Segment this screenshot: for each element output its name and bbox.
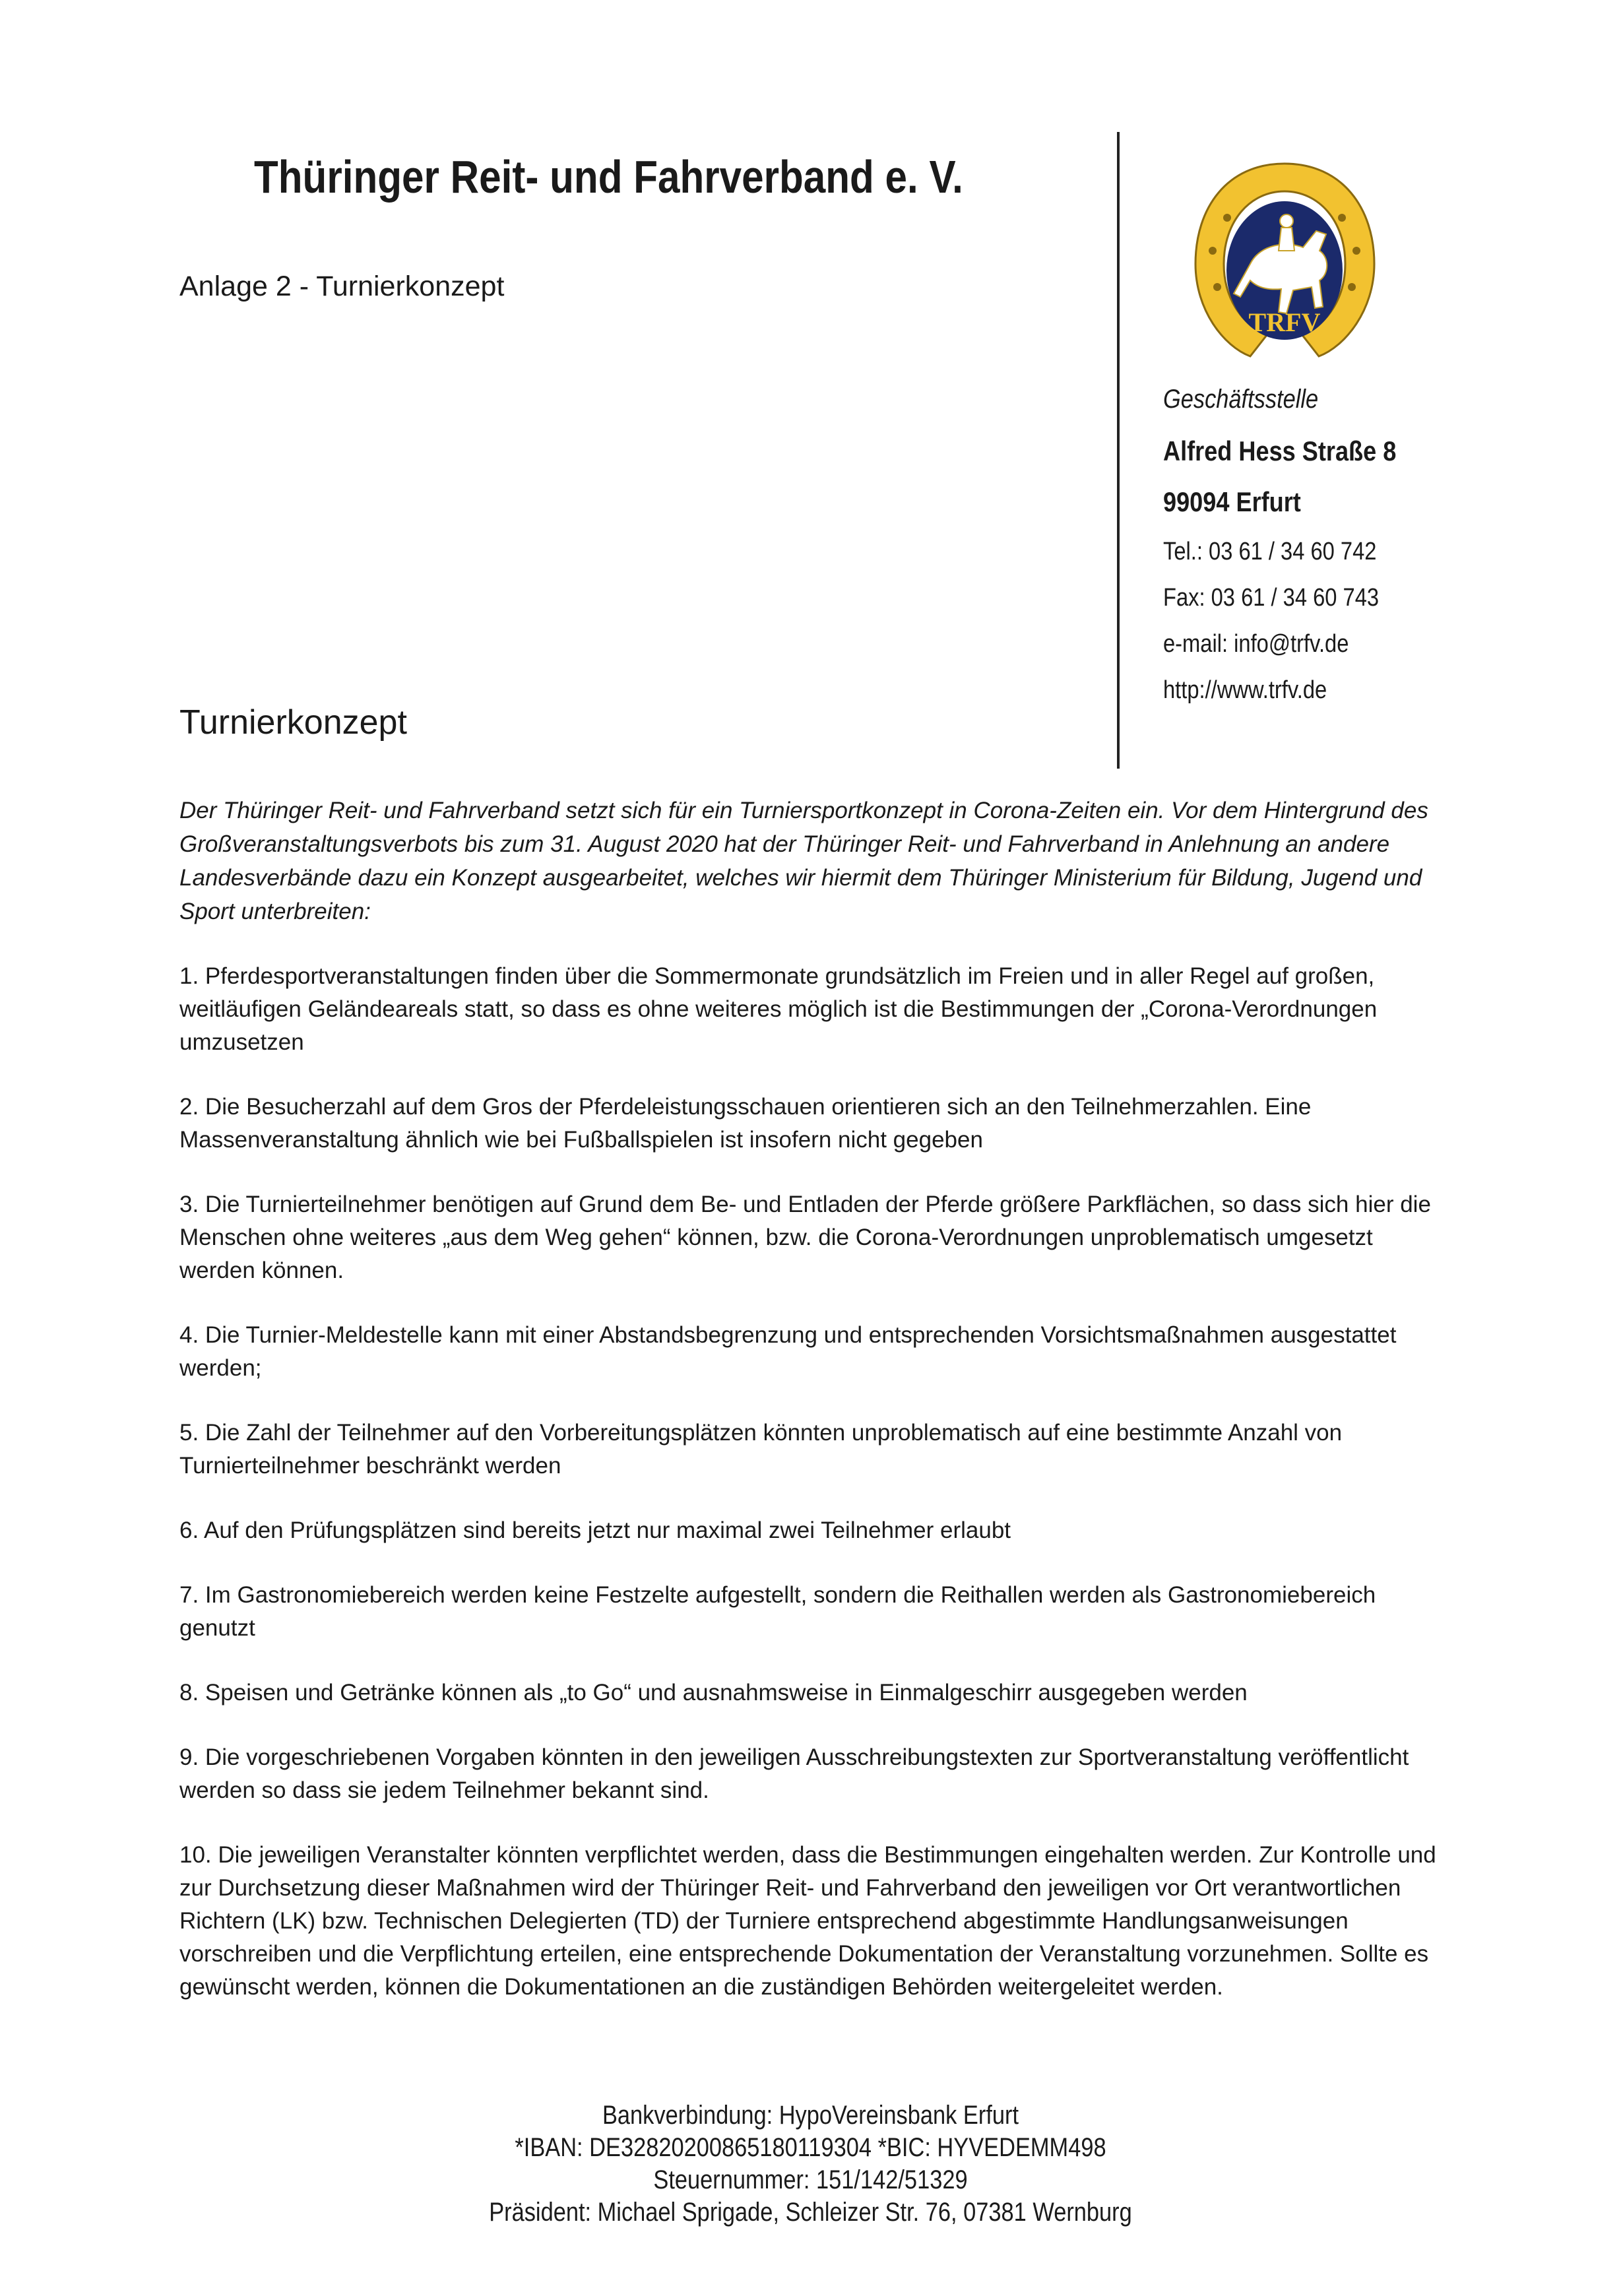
footer-iban: *IBAN: DE32820200865180119304 *BIC: HYVEDEMM498 xyxy=(515,2133,1106,2162)
intro-paragraph: Der Thüringer Reit- und Fahrverband setzt sich für ein Turniersportkonzept in Corona-Zeiten ein. Vor dem Hintergrund des Großveranstaltungsverbots bis zum 31. August 2020 hat der Thüringer Reit- und Fahrverband in Anlehnung an andere Landesverbände dazu ein Konzept ausgearbeitet, welches wir hiermit dem Thüringer Ministerium für Bildung, Jugend und Sport unterbreiten: xyxy=(179,798,1428,924)
concept-point: 9. Die vorgeschriebenen Vorgaben könnten in den jeweiligen Ausschreibungstexten zur Sportveranstaltung veröffentlicht werden so dass sie jedem Teilnehmer bekannt sind. xyxy=(179,1744,1409,1803)
trfv-horseshoe-logo xyxy=(1188,158,1382,360)
concept-point: 3. Die Turnierteilnehmer benötigen auf Grund dem Be- und Entladen der Pferde größere Parkflächen, so dass sich hier die Menschen ohne weiteres „aus dem Weg gehen“ können, bzw. die Corona-Verordnungen unproblematisch umgesetzt werden können. xyxy=(179,1192,1431,1283)
concept-point: 1. Pferdesportveranstaltungen finden über die Sommermonate grundsätzlich im Freien und in aller Regel auf großen, weitläufigen Geländeareals statt, so dass es ohne weiteres möglich ist die Bestimmungen der „Corona-Verordnungen umzusetzen xyxy=(179,963,1378,1055)
office-phone: Tel.: 03 61 / 34 60 742 xyxy=(1163,538,1377,565)
footer-bank: Bankverbindung: HypoVereinsbank Erfurt xyxy=(602,2101,1019,2130)
footer-president: Präsident: Michael Sprigade, Schleizer Str. 76, 07381 Wernburg xyxy=(489,2198,1132,2227)
organization-title: Thüringer Reit- und Fahrverband e. V. xyxy=(254,151,963,203)
office-city: 99094 Erfurt xyxy=(1163,486,1301,517)
concept-point: 6. Auf den Prüfungsplätzen sind bereits jetzt nur maximal zwei Teilnehmer erlaubt xyxy=(179,1517,1011,1543)
document-heading: Turnierkonzept xyxy=(179,703,407,742)
header-divider xyxy=(1117,132,1120,769)
office-street: Alfred Hess Straße 8 xyxy=(1163,435,1397,466)
concept-point: 7. Im Gastronomiebereich werden keine Festzelte aufgestellt, sondern die Reithallen werden als Gastronomiebereich genutzt xyxy=(179,1582,1376,1641)
concept-point: 5. Die Zahl der Teilnehmer auf den Vorbereitungsplätzen könnten unproblematisch auf eine bestimmte Anzahl von Turnierteilnehmer beschränkt werden xyxy=(179,1420,1343,1479)
office-website: http://www.trfv.de xyxy=(1163,676,1327,704)
logo-text: TRFV xyxy=(1248,307,1321,337)
concept-point: 10. Die jeweiligen Veranstalter könnten verpflichtet werden, dass die Bestimmungen eingehalten werden. Zur Kontrolle und zur Durchsetzung dieser Maßnahmen wird der Thüringer Reit- und Fahrverband den jeweiligen vor Ort verantwortlichen Richtern (LK) bzw. Technischen Delegierten (TD) der Turniere entsprechend abgestimmte Handlungsanweisungen vorschreiben und die Verpflichtung erteilen, eine entsprechende Dokumentation der Veranstaltung vorzunehmen. Sollte es gewünscht werden, können die Dokumentationen an die zuständigen Behörden weitergeleitet werden. xyxy=(179,1842,1436,2000)
office-fax: Fax: 03 61 / 34 60 743 xyxy=(1163,584,1380,612)
concept-points-list xyxy=(179,960,1453,2035)
concept-point: 4. Die Turnier-Meldestelle kann mit einer Abstandsbegrenzung und entsprechenden Vorsichtsmaßnahmen ausgestattet werden; xyxy=(179,1322,1397,1381)
concept-point: 2. Die Besucherzahl auf dem Gros der Pferdeleistungsschauen orientieren sich an den Teilnehmerzahlen. Eine Massenveranstaltung ähnlich wie bei Fußballspielen ist insofern nicht gegeben xyxy=(179,1094,1312,1153)
document-subtitle: Anlage 2 - Turnierkonzept xyxy=(179,271,505,302)
footer xyxy=(0,2099,1621,2229)
office-email: e-mail: info@trfv.de xyxy=(1163,630,1349,658)
footer-tax-number: Steuernummer: 151/142/51329 xyxy=(653,2165,968,2194)
concept-point: 8. Speisen und Getränke können als „to Go“ und ausnahmsweise in Einmalgeschirr ausgegeben werden xyxy=(179,1680,1248,1706)
office-label: Geschäftsstelle xyxy=(1163,385,1319,414)
